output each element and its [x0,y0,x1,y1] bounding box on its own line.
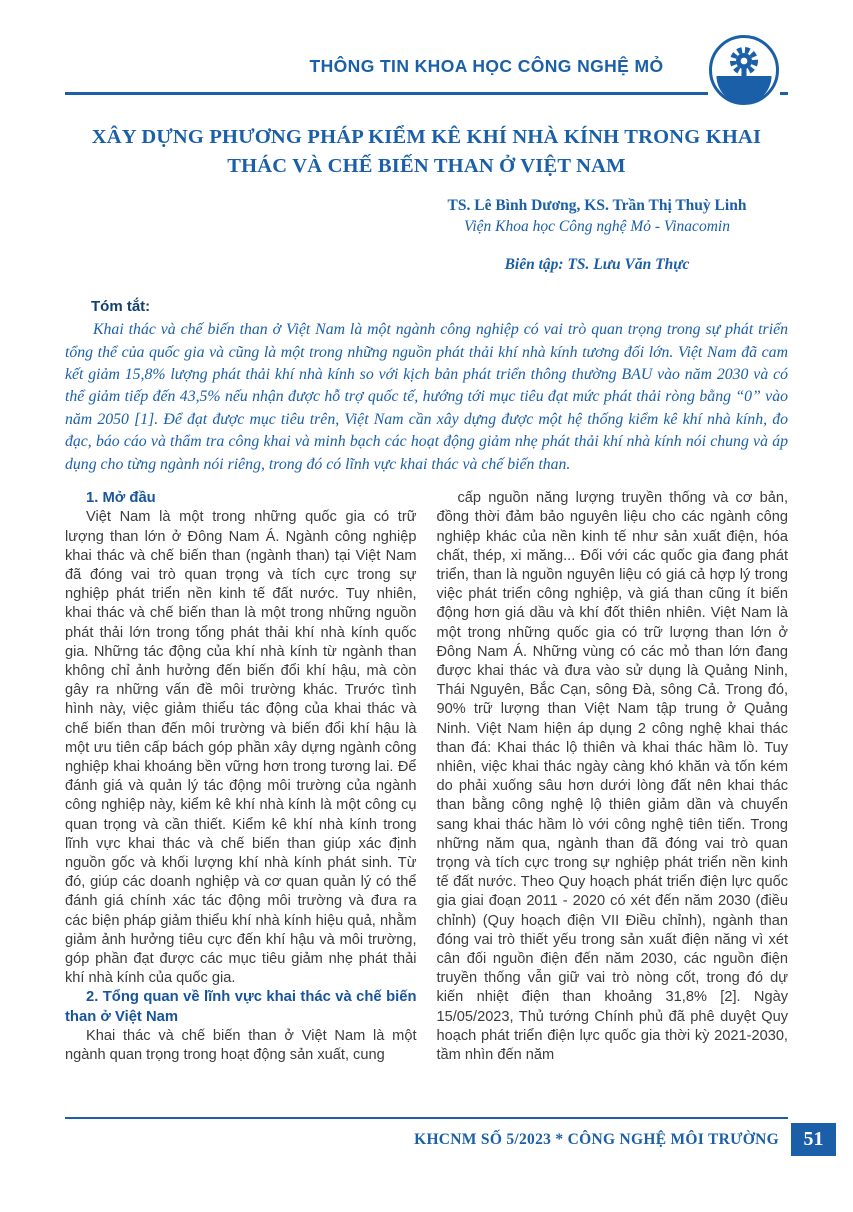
body-paragraph: Việt Nam là một trong những quốc gia có trữ lượng than lớn ở Đông Nam Á. Ngành công nghiệp khai thác và chế biến than (ngành than) tại Việt Nam đã đóng vai trò quan trọng và tích cực trong sự nghiệp phát triển nền kinh tế đất nước. Tuy nhiên, khai thác và chế biến than là một trong những nguồn phát thải lớn trong tổng phát thải khí nhà kính quốc gia. Những tác động của khí nhà kính từ ngành than không chỉ ảnh hưởng đến biến đổi khí hậu, mà còn gây ra những vấn đề môi trường khác. Trước tình hình này, việc giảm thiểu tác động của khai thác và chế biến than đến môi trường và biến đổi khí hậu là một ưu tiên cấp bách góp phần xây dựng ngành công nghiệp khai khoáng bền vững hơn trong tương lai. Để đánh giá và quản lý tác động môi trường của ngành công nghiệp này, kiểm kê khí nhà kính là một công cụ quan trọng và cần thiết. Kiểm kê khí nhà kính trong lĩnh vực khai thác và chế biến than giúp xác định nguồn gốc và khối lượng khí nhà kính phát sinh. Từ đó, giúp các doanh nghiệp và cơ quan quản lý có thể đánh giá chính xác tác động môi trường và đưa ra các biện pháp giảm thiểu khí nhà kính hiệu quả, nhằm giảm ảnh hưởng tiêu cực đến khí hậu và môi trường, góp phần đạt được các mục tiêu giảm nhẹ phát thải khí nhà kính của quốc gia. [65,509,417,987]
editor-line: Biên tập: TS. Lưu Văn Thực [504,256,690,274]
authors-line: TS. Lê Bình Dương, KS. Trần Thị Thuỳ Linh [447,197,747,215]
body-paragraph: cấp nguồn năng lượng truyền thống và cơ bản, đồng thời đảm bảo nguyên liệu cho các ngành công nghiệp khác của nền kinh tế như sản xuất điện, hóa chất, thép, xi măng... Đối với các quốc gia đang phát triển, than là nguồn nguyên liệu có giá cả hợp lý trong việc phát triển công nghiệp, và giá than cũng ít biến động hơn giá dầu và khí đốt thiên nhiên. Việt Nam là một trong những quốc gia có trữ lượng than lớn ở Đông Nam Á. Những vùng có các mỏ than lớn đang được khai thác và đưa vào sử dụng là Quảng Ninh, Thái Nguyên, Bắc Cạn, sông Đà, sông Cả. Trong đó, 90% trữ lượng than Việt Nam tập trung ở Quảng Ninh. Việt Nam hiện áp dụng 2 công nghệ khai thác than đá: Khai thác lộ thiên và khai thác hầm lò. Tuy nhiên, việc khai thác ngày càng khó khăn và tốn kém do phải xuống sâu hơn dưới lòng đất nên khai thác than bằng công nghệ lộ thiên giảm dần và chuyển sang khai thác hầm lò với công nghệ tiên tiến. Trong những năm qua, ngành than đã đóng vai trò quan trọng và tích cực trong sự nghiệp phát triển nền kinh tế đất nước. Theo Quy hoạch phát triển điện lực quốc gia giai đoạn 2011 - 2020 có xét đến năm 2030 (điều chỉnh) (Quy hoạch điện VII Điều chỉnh), ngành than đóng vai trò thiết yếu trong sản xuất điện năng vì xét cân đối nguồn điện đến năm 2030, các nguồn điện truyền thống vẫn giữ vai trò nòng cốt, trong đó dự kiến nhiệt điện than khoảng 31,8% [2]. Ngày 15/05/2023, Thủ tướng Chính phủ đã phê duyệt Quy hoạch phát triển điện lực quốc gia thời kỳ 2021-2030, tầm nhìn đến năm [436,490,788,1064]
footer-row [65,1123,824,1156]
body-paragraph: Khai thác và chế biến than ở Việt Nam là một ngành quan trọng trong hoạt động sản xuất, cung [65,1027,417,1064]
footer-journal-info: KHCNM SỐ 5/2023 * CÔNG NGHỆ MÔI TRƯỜNG [414,1130,779,1148]
footer-divider [65,1117,788,1119]
article-body [65,489,788,1065]
section-heading-2: 2. Tổng quan về lĩnh vực khai thác và chế biến than ở Việt Nam [65,989,417,1025]
page-header [65,0,788,95]
article-title: XÂY DỰNG PHƯƠNG PHÁP KIỂM KÊ KHÍ NHÀ KÍNH TRONG KHAI THÁC VÀ CHẾ BIẾN THAN Ở VIỆT NAM [91,126,762,178]
abstract-text: Khai thác và chế biến than ở Việt Nam là một ngành công nghiệp có vai trò quan trọng trong sự phát triển tổng thể của quốc gia và cũng là một trong những nguồn phát thải khí nhà kính tương đối lớn. Việt Nam đã cam kết giảm 15,8% lượng phát thải khí nhà kính so với kịch bản phát triển thông thường BAU vào năm 2030 và có thể giảm tiếp đến 43,5% nếu nhận được hỗ trợ quốc tế, hướng tới mục tiêu đạt mức phát thải ròng bằng “0” vào năm 2050 [1]. Để đạt được mục tiêu trên, Việt Nam cần xây dựng được một hệ thống kiểm kê khí nhà kính, đo đạc, báo cáo và thẩm tra công khai và minh bạch các hoạt động giảm nhẹ phát thải khí nhà kính nói chung và áp dụng cho từng ngành nói riêng, trong đó có lĩnh vực khai thác và chế biến than. [65,321,788,473]
byline-block [412,197,782,274]
journal-logo-icon [708,34,780,106]
page-number-badge: 51 [791,1123,836,1156]
page-footer [65,1117,824,1156]
abstract-section [65,298,788,476]
affiliation-line: Viện Khoa học Công nghệ Mỏ - Vinacomin [464,218,730,236]
journal-title: THÔNG TIN KHOA HỌC CÔNG NGHỆ MỎ [309,56,664,76]
abstract-label: Tóm tắt: [91,298,151,316]
header-divider [65,92,788,95]
section-heading-1: 1. Mở đầu [86,490,156,507]
left-column [65,489,417,1065]
right-column [437,489,789,1065]
